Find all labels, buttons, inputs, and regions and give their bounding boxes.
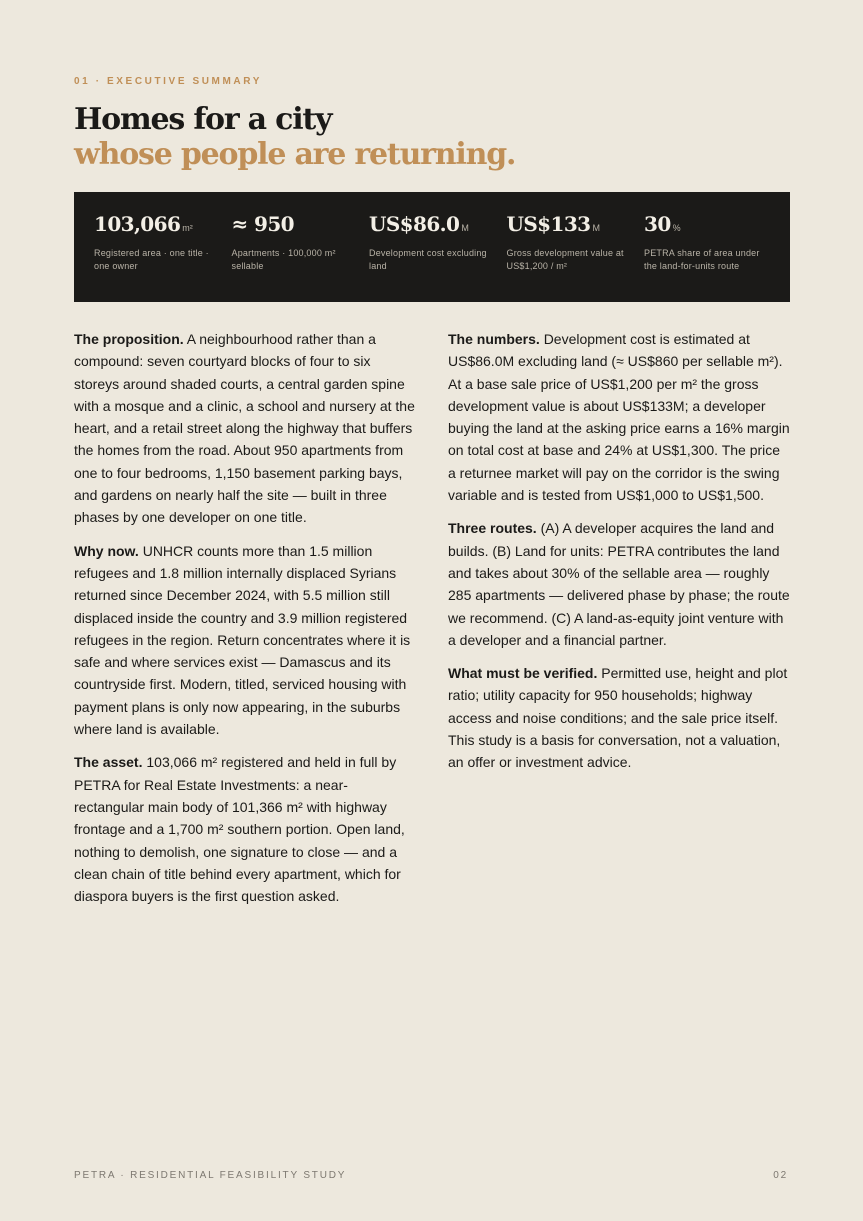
stat-value: 103,066 bbox=[94, 212, 181, 236]
title-line-2: whose people are returning. bbox=[74, 137, 516, 172]
paragraph-body: Development cost is estimated at US$86.0M excluding land (≈ US$860 per sellable m²). At a base sale price of US$1,200 per m² the gross development value is about US$133M; a developer buying the land at the asking price earns a 16% margin on total cost at base and 24% at US$1,300. The price a returnee market will pay on the corridor is the swing variable and is tested from US$1,000 to US$1,500. bbox=[448, 331, 790, 504]
stat-value: ≈ 950 bbox=[231, 212, 294, 236]
paragraph-body: A neighbourhood rather than a compound: seven courtyard blocks of four to six storeys around shaded courts, a central garden spine with a mosque and a clinic, a school and nursery at the heart, and a retail street along the highway that buffers the homes from the road. About 950 apartments from one to four bedrooms, 1,150 basement parking bays, and gardens on nearly half the site — built in three phases by one developer on one title. bbox=[74, 331, 415, 526]
stat-value: US$133 bbox=[506, 212, 591, 236]
page-title bbox=[74, 102, 515, 172]
title-line-1: Homes for a city bbox=[74, 102, 332, 137]
page-footer bbox=[74, 1170, 790, 1181]
stat-value: US$86.0 bbox=[369, 212, 460, 236]
paragraph-asset bbox=[74, 751, 416, 907]
paragraph-numbers bbox=[448, 328, 790, 506]
stat-description: Gross development value at US$1,200 / m² bbox=[506, 248, 624, 271]
page-number: 02 bbox=[773, 1170, 788, 1181]
paragraph-body: UNHCR counts more than 1.5 million refugees and 1.8 million internally displaced Syrians returned since December 2024, with 5.5 million still displaced inside the country and 3.9 million registered refugees in the region. Return concentrates where it is safe and where services exist — Damascus and its countryside first. Modern, titled, serviced housing with payment plans is only now appearing, in the suburbs where land is available. bbox=[74, 542, 411, 738]
stat-development-cost bbox=[369, 210, 507, 302]
paragraph-heading: The proposition. bbox=[74, 331, 184, 347]
paragraph-body: Permitted use, height and plot ratio; utility capacity for 950 households; highway access and noise conditions; and the sale price itself. This study is a basis for conversation, not a valuation, an offer or investment advice. bbox=[448, 665, 788, 771]
paragraph-heading: The numbers. bbox=[448, 331, 540, 347]
stat-value: 30 bbox=[644, 212, 671, 236]
paragraph-routes bbox=[448, 517, 790, 651]
paragraph-body: (A) A developer acquires the land and builds. (B) Land for units: PETRA contributes the land and takes about 30% of the sellable area — roughly 285 apartments — delivered phase by phase; the route we recommend. (C) A land-as-equity joint venture with a developer and a financial partner. bbox=[448, 520, 790, 648]
stat-unit: M bbox=[592, 223, 600, 233]
stat-unit: m² bbox=[182, 223, 193, 233]
section-eyebrow: 01 · EXECUTIVE SUMMARY bbox=[74, 76, 262, 87]
paragraph-why-now bbox=[74, 540, 416, 741]
stat-description: Registered area · one title · one owner bbox=[94, 248, 209, 271]
paragraph-body: 103,066 m² registered and held in full by PETRA for Real Estate Investments: a near-rectangular main body of 101,366 m² with highway frontage and a 1,700 m² southern portion. Open land, nothing to demolish, one signature to close — and a clean chain of title behind every apartment, which for diaspora buyers is the first question asked. bbox=[74, 754, 405, 905]
stat-unit: % bbox=[672, 223, 681, 233]
footer-label: PETRA · RESIDENTIAL FEASIBILITY STUDY bbox=[74, 1170, 347, 1181]
stat-gdv bbox=[507, 210, 645, 302]
stat-petra-share bbox=[644, 210, 782, 302]
stat-area bbox=[94, 210, 232, 302]
paragraph-verify bbox=[448, 662, 790, 773]
right-column bbox=[448, 328, 790, 785]
paragraph-heading: The asset. bbox=[74, 754, 143, 771]
paragraph-heading: Why now. bbox=[74, 542, 139, 559]
paragraph-proposition bbox=[74, 328, 416, 529]
stat-description: Apartments · 100,000 m² sellable bbox=[231, 248, 336, 271]
paragraph-heading: Three routes. bbox=[448, 520, 537, 537]
stat-description: PETRA share of area under the land-for-units route bbox=[644, 248, 760, 271]
key-figures-panel bbox=[74, 192, 790, 302]
left-column bbox=[74, 328, 416, 918]
stat-description: Development cost excluding land bbox=[369, 248, 487, 271]
stat-apartments bbox=[232, 210, 370, 302]
stat-unit: M bbox=[461, 223, 469, 233]
paragraph-heading: What must be verified. bbox=[448, 665, 598, 682]
